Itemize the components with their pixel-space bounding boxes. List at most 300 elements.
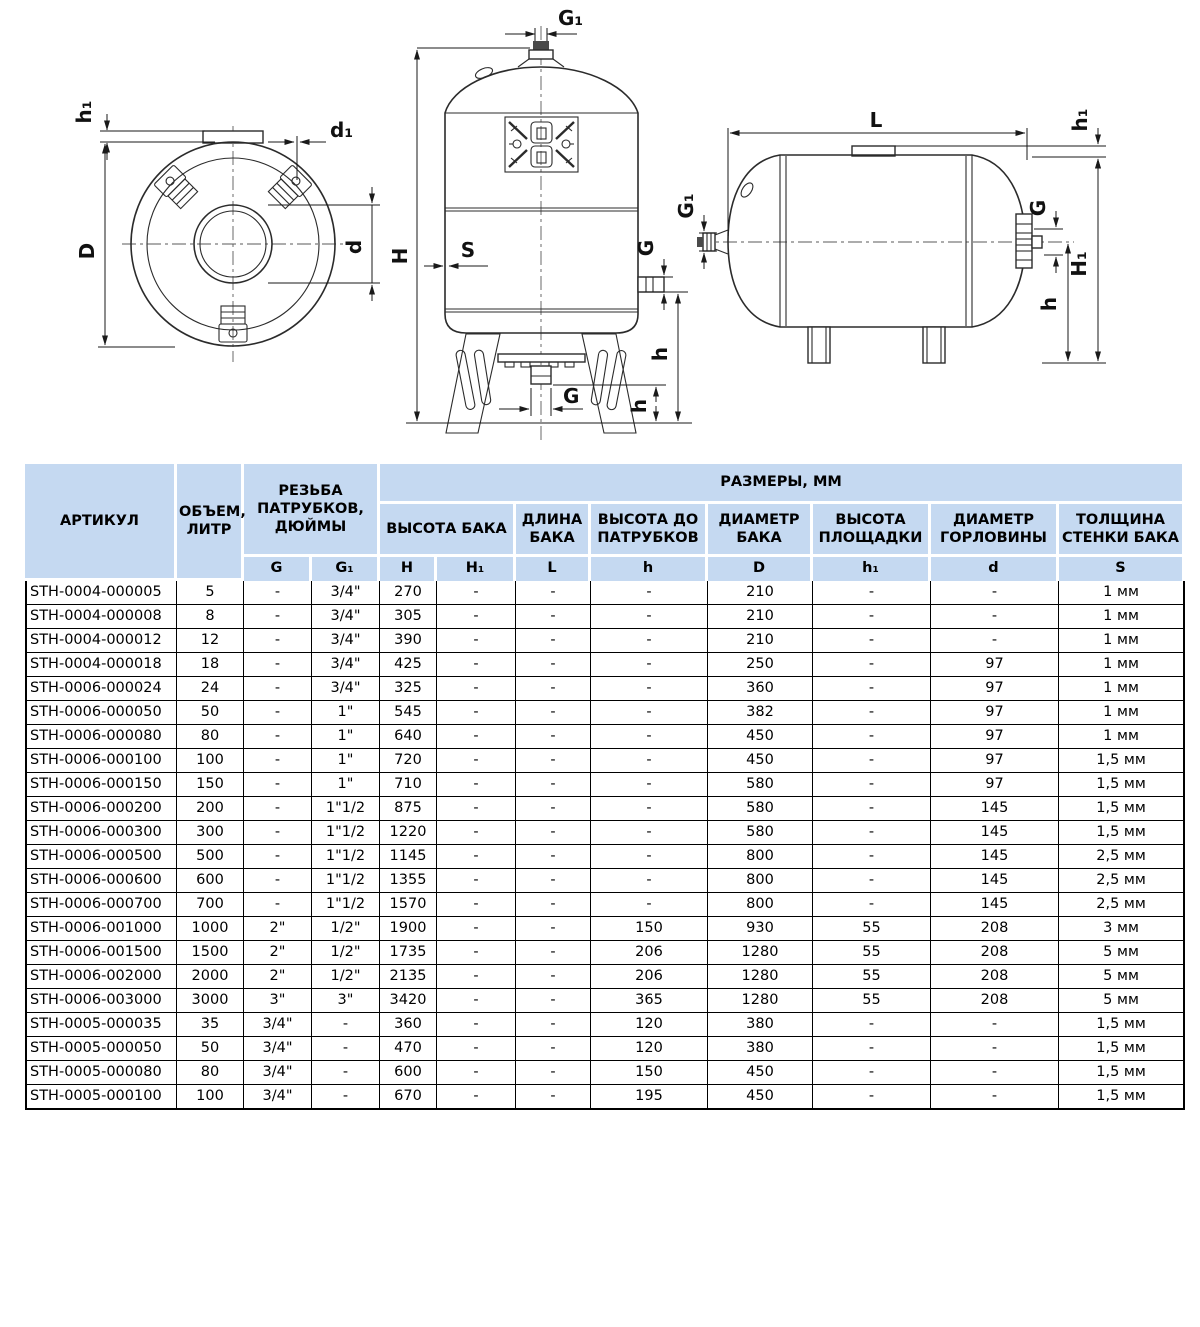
dim-label-D: D <box>75 242 99 260</box>
height-h-cell: 710 <box>380 773 437 797</box>
spec-table-body <box>25 581 1185 1110</box>
diameter-cell: 360 <box>708 677 813 701</box>
platform-height-cell: - <box>813 869 931 893</box>
dim-label-g-bottom: G <box>563 384 580 408</box>
volume-cell: 5 <box>177 581 244 605</box>
neck-diameter-cell: - <box>931 605 1059 629</box>
height-to-ports-cell: - <box>591 821 708 845</box>
height-to-ports-cell: - <box>591 629 708 653</box>
thread-g-cell: - <box>244 653 312 677</box>
platform-height-cell: - <box>813 1061 931 1085</box>
letter-D: D <box>708 557 813 581</box>
wall-thickness-cell: 1,5 мм <box>1059 1061 1185 1085</box>
height-to-ports-cell: - <box>591 725 708 749</box>
height-h-cell: 1355 <box>380 869 437 893</box>
height-h1-cell: - <box>437 701 516 725</box>
table-row <box>25 677 1185 701</box>
volume-cell: 12 <box>177 629 244 653</box>
thread-g-cell: 2" <box>244 965 312 989</box>
platform-height-cell: - <box>813 725 931 749</box>
table-row <box>25 797 1185 821</box>
dim-label-d1: d₁ <box>330 118 354 142</box>
top-view-drawing <box>72 101 380 363</box>
neck-diameter-cell: 97 <box>931 701 1059 725</box>
volume-cell: 1500 <box>177 941 244 965</box>
height-h-cell: 875 <box>380 797 437 821</box>
article-cell: STH-0005-000050 <box>25 1037 177 1061</box>
height-h-cell: 3420 <box>380 989 437 1013</box>
neck-diameter-cell: 97 <box>931 725 1059 749</box>
thread-g-cell: 3/4" <box>244 1037 312 1061</box>
thread-g-cell: - <box>244 677 312 701</box>
thread-g-cell: - <box>244 605 312 629</box>
dim-label-d: d <box>342 239 366 255</box>
length-l-cell: - <box>516 773 591 797</box>
height-h-cell: 1145 <box>380 845 437 869</box>
wall-thickness-cell: 1 мм <box>1059 653 1185 677</box>
length-l-cell: - <box>516 869 591 893</box>
height-h1-cell: - <box>437 917 516 941</box>
thread-g1-cell: 1/2" <box>312 917 380 941</box>
wall-thickness-cell: 1,5 мм <box>1059 1013 1185 1037</box>
table-row <box>25 773 1185 797</box>
platform-height-cell: - <box>813 653 931 677</box>
length-l-cell: - <box>516 725 591 749</box>
height-to-ports-cell: - <box>591 749 708 773</box>
height-to-ports-cell: 120 <box>591 1037 708 1061</box>
col-header-platform-height: ВЫСОТА ПЛОЩАДКИ <box>813 504 931 557</box>
col-header-article: АРТИКУЛ <box>25 464 177 581</box>
thread-g1-cell: - <box>312 1061 380 1085</box>
height-h1-cell: - <box>437 605 516 629</box>
thread-g1-cell: 3/4" <box>312 581 380 605</box>
neck-diameter-cell: 97 <box>931 749 1059 773</box>
height-h-cell: 325 <box>380 677 437 701</box>
diameter-cell: 580 <box>708 797 813 821</box>
thread-g-cell: 3/4" <box>244 1085 312 1110</box>
height-h1-cell: - <box>437 629 516 653</box>
diameter-cell: 450 <box>708 725 813 749</box>
thread-g1-cell: 1/2" <box>312 965 380 989</box>
volume-cell: 3000 <box>177 989 244 1013</box>
platform-height-cell: 55 <box>813 941 931 965</box>
wall-thickness-cell: 2,5 мм <box>1059 845 1185 869</box>
length-l-cell: - <box>516 629 591 653</box>
thread-g-cell: - <box>244 869 312 893</box>
diameter-cell: 580 <box>708 773 813 797</box>
wall-thickness-cell: 1 мм <box>1059 629 1185 653</box>
height-h1-cell: - <box>437 893 516 917</box>
length-l-cell: - <box>516 1037 591 1061</box>
col-header-dimensions: РАЗМЕРЫ, ММ <box>380 464 1185 504</box>
wall-thickness-cell: 1,5 мм <box>1059 773 1185 797</box>
neck-diameter-cell: 145 <box>931 845 1059 869</box>
neck-diameter-cell: 208 <box>931 917 1059 941</box>
thread-g1-cell: 3/4" <box>312 653 380 677</box>
length-l-cell: - <box>516 1061 591 1085</box>
height-h-cell: 545 <box>380 701 437 725</box>
article-cell: STH-0006-000600 <box>25 869 177 893</box>
table-row <box>25 821 1185 845</box>
height-to-ports-cell: 365 <box>591 989 708 1013</box>
height-h-cell: 270 <box>380 581 437 605</box>
diameter-cell: 450 <box>708 749 813 773</box>
neck-diameter-cell: - <box>931 629 1059 653</box>
thread-g-cell: - <box>244 725 312 749</box>
thread-g-cell: - <box>244 581 312 605</box>
wall-thickness-cell: 1 мм <box>1059 701 1185 725</box>
dim-label-H1: H₁ <box>1067 251 1091 277</box>
article-cell: STH-0006-000500 <box>25 845 177 869</box>
letter-L: L <box>516 557 591 581</box>
thread-g-cell: - <box>244 629 312 653</box>
volume-cell: 700 <box>177 893 244 917</box>
diameter-cell: 930 <box>708 917 813 941</box>
col-header-wall-thickness: ТОЛЩИНА СТЕНКИ БАКА <box>1059 504 1185 557</box>
wall-thickness-cell: 1 мм <box>1059 725 1185 749</box>
table-row <box>25 629 1185 653</box>
height-h-cell: 1570 <box>380 893 437 917</box>
thread-g-cell: - <box>244 845 312 869</box>
article-cell: STH-0006-000050 <box>25 701 177 725</box>
height-h1-cell: - <box>437 989 516 1013</box>
height-h-cell: 305 <box>380 605 437 629</box>
diameter-cell: 1280 <box>708 965 813 989</box>
neck-diameter-cell: - <box>931 1061 1059 1085</box>
height-h-cell: 390 <box>380 629 437 653</box>
diameter-cell: 380 <box>708 1037 813 1061</box>
height-h1-cell: - <box>437 581 516 605</box>
dim-label-g-horizontal: G <box>1026 199 1050 217</box>
neck-diameter-cell: 145 <box>931 869 1059 893</box>
diameter-cell: 800 <box>708 869 813 893</box>
height-h1-cell: - <box>437 653 516 677</box>
volume-cell: 500 <box>177 845 244 869</box>
height-to-ports-cell: - <box>591 845 708 869</box>
wall-thickness-cell: 1,5 мм <box>1059 797 1185 821</box>
thread-g1-cell: 1"1/2 <box>312 893 380 917</box>
dim-label-S: S <box>460 238 476 262</box>
table-row <box>25 725 1185 749</box>
table-row <box>25 605 1185 629</box>
length-l-cell: - <box>516 917 591 941</box>
dim-label-g1-vertical: G₁ <box>558 6 584 30</box>
thread-g1-cell: 1"1/2 <box>312 821 380 845</box>
table-row <box>25 1061 1185 1085</box>
article-cell: STH-0006-002000 <box>25 965 177 989</box>
table-row <box>25 845 1185 869</box>
platform-height-cell: - <box>813 1037 931 1061</box>
neck-diameter-cell: 145 <box>931 821 1059 845</box>
letter-h1: h₁ <box>813 557 931 581</box>
height-h1-cell: - <box>437 821 516 845</box>
height-h1-cell: - <box>437 1061 516 1085</box>
platform-height-cell: 55 <box>813 917 931 941</box>
height-h-cell: 1220 <box>380 821 437 845</box>
thread-g-cell: - <box>244 821 312 845</box>
thread-g-cell: - <box>244 893 312 917</box>
volume-cell: 150 <box>177 773 244 797</box>
article-cell: STH-0004-000008 <box>25 605 177 629</box>
thread-g-cell: 2" <box>244 917 312 941</box>
diameter-cell: 1280 <box>708 989 813 1013</box>
horizontal-tank-drawing <box>674 108 1106 363</box>
thread-g1-cell: - <box>312 1013 380 1037</box>
neck-diameter-cell: 208 <box>931 965 1059 989</box>
wall-thickness-cell: 1,5 мм <box>1059 749 1185 773</box>
brand-sticker <box>505 117 578 172</box>
length-l-cell: - <box>516 845 591 869</box>
thread-g-cell: 2" <box>244 941 312 965</box>
height-h1-cell: - <box>437 965 516 989</box>
spec-table <box>25 464 1185 1110</box>
diameter-cell: 210 <box>708 605 813 629</box>
thread-g1-cell: 1"1/2 <box>312 869 380 893</box>
table-row <box>25 1085 1185 1110</box>
wall-thickness-cell: 3 мм <box>1059 917 1185 941</box>
neck-diameter-cell: 97 <box>931 773 1059 797</box>
height-to-ports-cell: - <box>591 653 708 677</box>
length-l-cell: - <box>516 965 591 989</box>
article-cell: STH-0004-000005 <box>25 581 177 605</box>
article-cell: STH-0005-000100 <box>25 1085 177 1110</box>
col-header-tank-height: ВЫСОТА БАКА <box>380 504 516 557</box>
length-l-cell: - <box>516 749 591 773</box>
diameter-cell: 800 <box>708 845 813 869</box>
table-row <box>25 989 1185 1013</box>
height-h-cell: 720 <box>380 749 437 773</box>
volume-cell: 100 <box>177 1085 244 1110</box>
dim-label-g1-horizontal: G₁ <box>674 193 698 219</box>
diameter-cell: 250 <box>708 653 813 677</box>
volume-cell: 50 <box>177 1037 244 1061</box>
article-cell: STH-0006-001000 <box>25 917 177 941</box>
article-cell: STH-0004-000018 <box>25 653 177 677</box>
platform-height-cell: - <box>813 845 931 869</box>
height-h1-cell: - <box>437 1085 516 1110</box>
article-cell: STH-0006-000150 <box>25 773 177 797</box>
platform-height-cell: - <box>813 677 931 701</box>
height-h1-cell: - <box>437 725 516 749</box>
platform-height-cell: - <box>813 1085 931 1110</box>
letter-H1: H₁ <box>437 557 516 581</box>
thread-g1-cell: 3/4" <box>312 605 380 629</box>
table-row <box>25 749 1185 773</box>
volume-cell: 1000 <box>177 917 244 941</box>
wall-thickness-cell: 1 мм <box>1059 581 1185 605</box>
volume-cell: 300 <box>177 821 244 845</box>
col-header-thread: РЕЗЬБА ПАТРУБКОВ, ДЮЙМЫ <box>244 464 380 557</box>
article-cell: STH-0006-000024 <box>25 677 177 701</box>
wall-thickness-cell: 5 мм <box>1059 941 1185 965</box>
dim-label-g-side: G <box>634 239 658 257</box>
vertical-tank-drawing <box>388 6 692 442</box>
neck-diameter-cell: - <box>931 581 1059 605</box>
thread-g1-cell: 1"1/2 <box>312 797 380 821</box>
neck-diameter-cell: 145 <box>931 797 1059 821</box>
platform-height-cell: 55 <box>813 965 931 989</box>
thread-g-cell: - <box>244 797 312 821</box>
article-cell: STH-0005-000035 <box>25 1013 177 1037</box>
wall-thickness-cell: 2,5 мм <box>1059 893 1185 917</box>
diameter-cell: 800 <box>708 893 813 917</box>
neck-diameter-cell: 145 <box>931 893 1059 917</box>
thread-g1-cell: 1" <box>312 773 380 797</box>
height-to-ports-cell: 150 <box>591 1061 708 1085</box>
thread-g1-cell: 1" <box>312 725 380 749</box>
platform-height-cell: - <box>813 1013 931 1037</box>
volume-cell: 18 <box>177 653 244 677</box>
platform-height-cell: - <box>813 701 931 725</box>
neck-diameter-cell: 97 <box>931 677 1059 701</box>
height-h1-cell: - <box>437 677 516 701</box>
volume-cell: 2000 <box>177 965 244 989</box>
length-l-cell: - <box>516 677 591 701</box>
height-to-ports-cell: - <box>591 581 708 605</box>
height-h1-cell: - <box>437 773 516 797</box>
dim-label-L: L <box>869 108 883 132</box>
height-h1-cell: - <box>437 797 516 821</box>
letter-S: S <box>1059 557 1185 581</box>
article-cell: STH-0006-001500 <box>25 941 177 965</box>
wall-thickness-cell: 1,5 мм <box>1059 1085 1185 1110</box>
wall-thickness-cell: 1,5 мм <box>1059 1037 1185 1061</box>
dim-label-h-horizontal: h <box>1037 296 1061 312</box>
height-to-ports-cell: 195 <box>591 1085 708 1110</box>
thread-g1-cell: 3" <box>312 989 380 1013</box>
height-to-ports-cell: 206 <box>591 941 708 965</box>
length-l-cell: - <box>516 821 591 845</box>
platform-height-cell: - <box>813 629 931 653</box>
height-h-cell: 640 <box>380 725 437 749</box>
neck-diameter-cell: 97 <box>931 653 1059 677</box>
height-h-cell: 1900 <box>380 917 437 941</box>
wall-thickness-cell: 1,5 мм <box>1059 821 1185 845</box>
table-row <box>25 869 1185 893</box>
article-cell: STH-0006-000300 <box>25 821 177 845</box>
length-l-cell: - <box>516 605 591 629</box>
article-cell: STH-0006-000100 <box>25 749 177 773</box>
thread-g-cell: - <box>244 749 312 773</box>
volume-cell: 50 <box>177 701 244 725</box>
table-row <box>25 581 1185 605</box>
length-l-cell: - <box>516 1013 591 1037</box>
diameter-cell: 450 <box>708 1061 813 1085</box>
thread-g1-cell: 1"1/2 <box>312 845 380 869</box>
wall-thickness-cell: 1 мм <box>1059 605 1185 629</box>
volume-cell: 35 <box>177 1013 244 1037</box>
letter-h: h <box>591 557 708 581</box>
height-h1-cell: - <box>437 845 516 869</box>
platform-height-cell: - <box>813 749 931 773</box>
height-h1-cell: - <box>437 1037 516 1061</box>
wall-thickness-cell: 5 мм <box>1059 989 1185 1013</box>
col-header-height-to-ports: ВЫСОТА ДО ПАТРУБКОВ <box>591 504 708 557</box>
article-cell: STH-0006-003000 <box>25 989 177 1013</box>
article-cell: STH-0005-000080 <box>25 1061 177 1085</box>
dim-label-h-side: h <box>648 346 672 362</box>
length-l-cell: - <box>516 653 591 677</box>
table-row <box>25 701 1185 725</box>
volume-cell: 200 <box>177 797 244 821</box>
neck-diameter-cell: - <box>931 1013 1059 1037</box>
dim-label-H: H <box>388 247 412 265</box>
thread-g1-cell: 1" <box>312 701 380 725</box>
volume-cell: 100 <box>177 749 244 773</box>
diameter-cell: 1280 <box>708 941 813 965</box>
thread-g1-cell: 3/4" <box>312 629 380 653</box>
height-h-cell: 360 <box>380 1013 437 1037</box>
col-header-volume: ОБЪЕМ, ЛИТР <box>177 464 244 581</box>
height-h-cell: 2135 <box>380 965 437 989</box>
height-to-ports-cell: - <box>591 797 708 821</box>
spec-table-header <box>25 464 1185 581</box>
letter-d: d <box>931 557 1059 581</box>
diameter-cell: 580 <box>708 821 813 845</box>
technical-drawings <box>0 0 1200 460</box>
height-to-ports-cell: - <box>591 701 708 725</box>
dim-label-h1-horizontal: h₁ <box>1068 108 1092 132</box>
height-to-ports-cell: 206 <box>591 965 708 989</box>
platform-height-cell: - <box>813 797 931 821</box>
platform-height-cell: - <box>813 893 931 917</box>
height-h-cell: 425 <box>380 653 437 677</box>
table-row <box>25 893 1185 917</box>
thread-g-cell: - <box>244 773 312 797</box>
article-cell: STH-0004-000012 <box>25 629 177 653</box>
article-cell: STH-0006-000080 <box>25 725 177 749</box>
thread-g-cell: 3/4" <box>244 1013 312 1037</box>
letter-G: G <box>244 557 312 581</box>
height-h-cell: 1735 <box>380 941 437 965</box>
neck-diameter-cell: - <box>931 1085 1059 1110</box>
height-to-ports-cell: - <box>591 773 708 797</box>
height-to-ports-cell: 120 <box>591 1013 708 1037</box>
volume-cell: 600 <box>177 869 244 893</box>
col-header-tank-diameter: ДИАМЕТР БАКА <box>708 504 813 557</box>
height-h-cell: 670 <box>380 1085 437 1110</box>
volume-cell: 80 <box>177 1061 244 1085</box>
thread-g1-cell: - <box>312 1085 380 1110</box>
table-row <box>25 1037 1185 1061</box>
table-row <box>25 653 1185 677</box>
length-l-cell: - <box>516 797 591 821</box>
table-row <box>25 1013 1185 1037</box>
platform-height-cell: - <box>813 605 931 629</box>
dim-label-h1-topview: h₁ <box>72 100 96 124</box>
table-row <box>25 917 1185 941</box>
thread-g1-cell: 1/2" <box>312 941 380 965</box>
platform-height-cell: - <box>813 821 931 845</box>
length-l-cell: - <box>516 893 591 917</box>
length-l-cell: - <box>516 581 591 605</box>
table-row <box>25 941 1185 965</box>
length-l-cell: - <box>516 941 591 965</box>
col-header-tank-length: ДЛИНА БАКА <box>516 504 591 557</box>
volume-cell: 80 <box>177 725 244 749</box>
col-header-neck-diameter: ДИАМЕТР ГОРЛОВИНЫ <box>931 504 1059 557</box>
letter-G1: G₁ <box>312 557 380 581</box>
thread-g1-cell: 1" <box>312 749 380 773</box>
height-to-ports-cell: 150 <box>591 917 708 941</box>
article-cell: STH-0006-000700 <box>25 893 177 917</box>
neck-diameter-cell: - <box>931 1037 1059 1061</box>
diameter-cell: 210 <box>708 629 813 653</box>
height-to-ports-cell: - <box>591 893 708 917</box>
wall-thickness-cell: 5 мм <box>1059 965 1185 989</box>
length-l-cell: - <box>516 1085 591 1110</box>
length-l-cell: - <box>516 701 591 725</box>
